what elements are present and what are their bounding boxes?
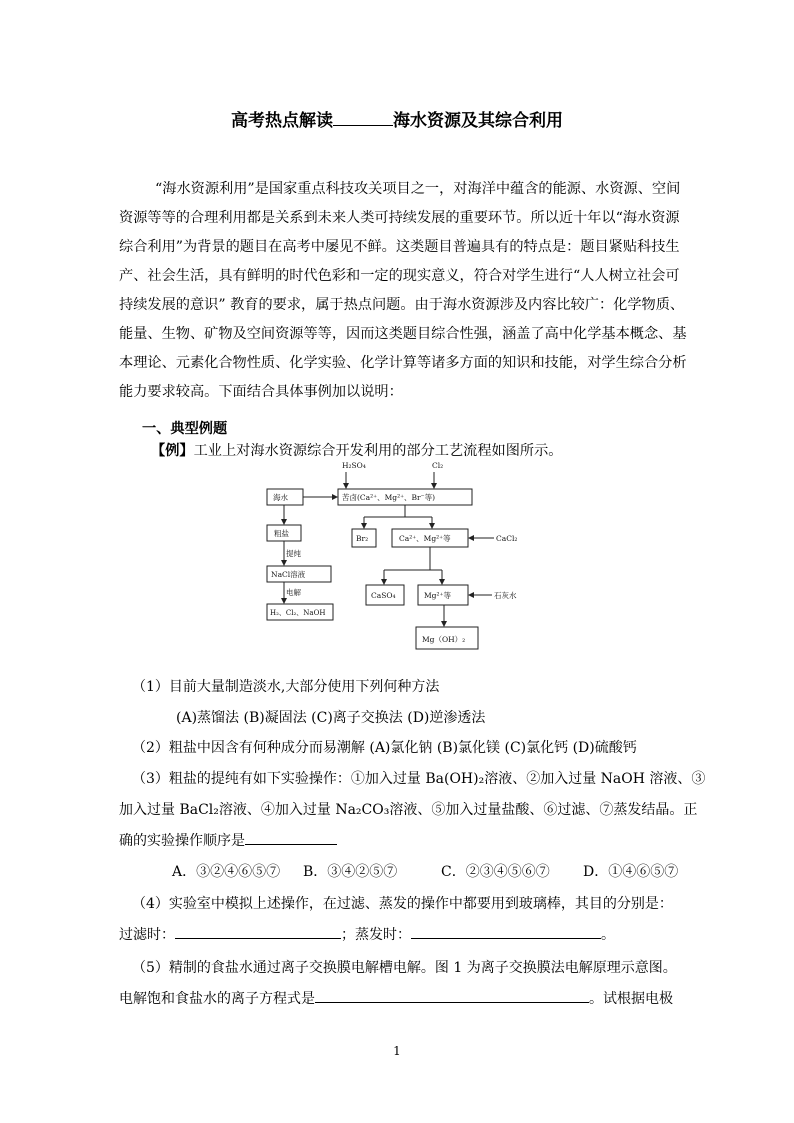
question-3-options [172,861,678,881]
intro-line: 持续发展的意识” 教育的要求，属于热点问题。由于海水资源涉及内容比较广：化学物质、 [119,297,685,313]
text-seawater: 海水 [273,493,288,502]
label-h2so4: H₂SO₄ [342,461,366,470]
process-flow-diagram [262,460,532,660]
text-bittern: 苦卤(Ca²⁺、Mg²⁺、Br⁻等) [342,493,436,502]
intro-line: 产、社会生活，具有鲜明的时代色彩和一定的现实意义，符合对学生进行“人人树立社会可 [119,268,680,284]
question-5-line-1: （5）精制的食盐水通过离子交换膜电解槽电解。图 1 为离子交换膜法电解原理示意图。 [132,960,677,976]
title-part-2: 海水资源及其综合利用 [393,111,563,131]
text-mgoh2: Mg（OH）₂ [422,635,466,644]
text-caso4: CaSO₄ [371,591,396,600]
text-limewater: 石灰水 [494,591,517,600]
text-products: H₂、Cl₂、NaOH [270,609,326,617]
question-4-line-2 [119,924,615,944]
text-crude-salt: 粗盐 [274,529,289,538]
intro-line: 能力要求较高。下面结合具体事例加以说明： [119,384,403,400]
text-electrolysis: 电解 [286,588,301,597]
option-a: A．③②④⑥⑤⑦ [172,864,281,880]
question-3-line-2: 加入过量 BaCl₂溶液、④加入过量 Na₂CO₃溶液、⑤加入过量盐酸、⑥过滤、⑦蒸发结晶。正 [119,802,698,818]
filter-label: 过滤时： [119,927,175,943]
text-cacl2: CaCl₂ [496,534,518,543]
question-5-line-2 [119,988,673,1008]
answer-blank-evaporate[interactable] [411,924,601,939]
page-number: 1 [393,1044,401,1058]
answer-blank-filter[interactable] [175,924,341,939]
text-mg: Mg²⁺等 [424,591,451,600]
title-part-1: 高考热点解读 [231,111,333,131]
intro-line: 资源等等的合理利用都是关系到未来人类可持续发展的重要环节。所以近十年以“海水资源 [119,210,680,226]
answer-blank-3[interactable] [245,830,337,845]
option-c: C．②③④⑤⑥⑦ [441,864,550,880]
intro-line: 综合利用”为背景的题目在高考中屡见不鲜。这类题目普遍具有的特点是：题目紧贴科技生 [119,239,680,255]
text-purify: 提纯 [286,549,301,558]
label-cl2: Cl₂ [432,461,444,470]
example-tag: 【例】 [151,443,194,459]
text-br2: Br₂ [356,534,369,543]
intro-line: “海水资源利用”是国家重点科技攻关项目之一，对海洋中蕴含的能源、水资源、空间 [155,181,681,197]
text-nacl: NaCl溶液 [271,570,306,579]
example-line [151,440,562,460]
intro-line: 能量、生物、矿物及空间资源等等，因而这类题目综合性强，涵盖了高中化学基本概念、基 [119,326,687,342]
evaporate-label: ；蒸发时： [341,927,411,943]
section-heading: 一、典型例题 [142,421,228,437]
question-1-options: (A)蒸馏法 (B)凝固法 (C)离子交换法 (D)逆渗透法 [176,710,486,726]
question-2: （2）粗盐中因含有何种成分而易潮解 (A)氯化钠 (B)氯化镁 (C)氯化钙 (D)硫酸钙 [132,740,637,756]
q4-end: 。 [601,927,615,943]
question-4-line-1: （4）实验室中模拟上述操作，在过滤、蒸发的操作中都要用到玻璃棒，其目的分别是： [132,896,673,912]
intro-line: 本理论、元素化合物性质、化学实验、化学计算等诸多方面的知识和技能，对学生综合分析 [119,355,687,371]
page-title [0,106,794,131]
question-3-prompt: 确的实验操作顺序是 [119,833,245,849]
text-ca-mg: Ca²⁺、Mg²⁺等 [399,534,451,543]
option-b: B．③④②⑤⑦ [303,864,398,880]
answer-blank-5[interactable] [315,988,589,1003]
q5-end: 。试根据电极 [589,991,673,1007]
question-1: （1）目前大量制造淡水,大部分使用下列何种方法 [132,679,440,695]
title-blank [333,111,393,126]
question-3-line-1: （3）粗盐的提纯有如下实验操作：①加入过量 Ba(OH)₂溶液、②加入过量 NaOH 溶液、③ [132,771,706,787]
example-text: 工业上对海水资源综合开发利用的部分工艺流程如图所示。 [193,443,563,459]
intro-paragraph [119,175,687,407]
question-3-line-3 [119,830,337,850]
q5-prompt: 电解饱和食盐水的离子方程式是 [119,991,315,1007]
option-d: D．①④⑥⑤⑦ [583,864,679,880]
